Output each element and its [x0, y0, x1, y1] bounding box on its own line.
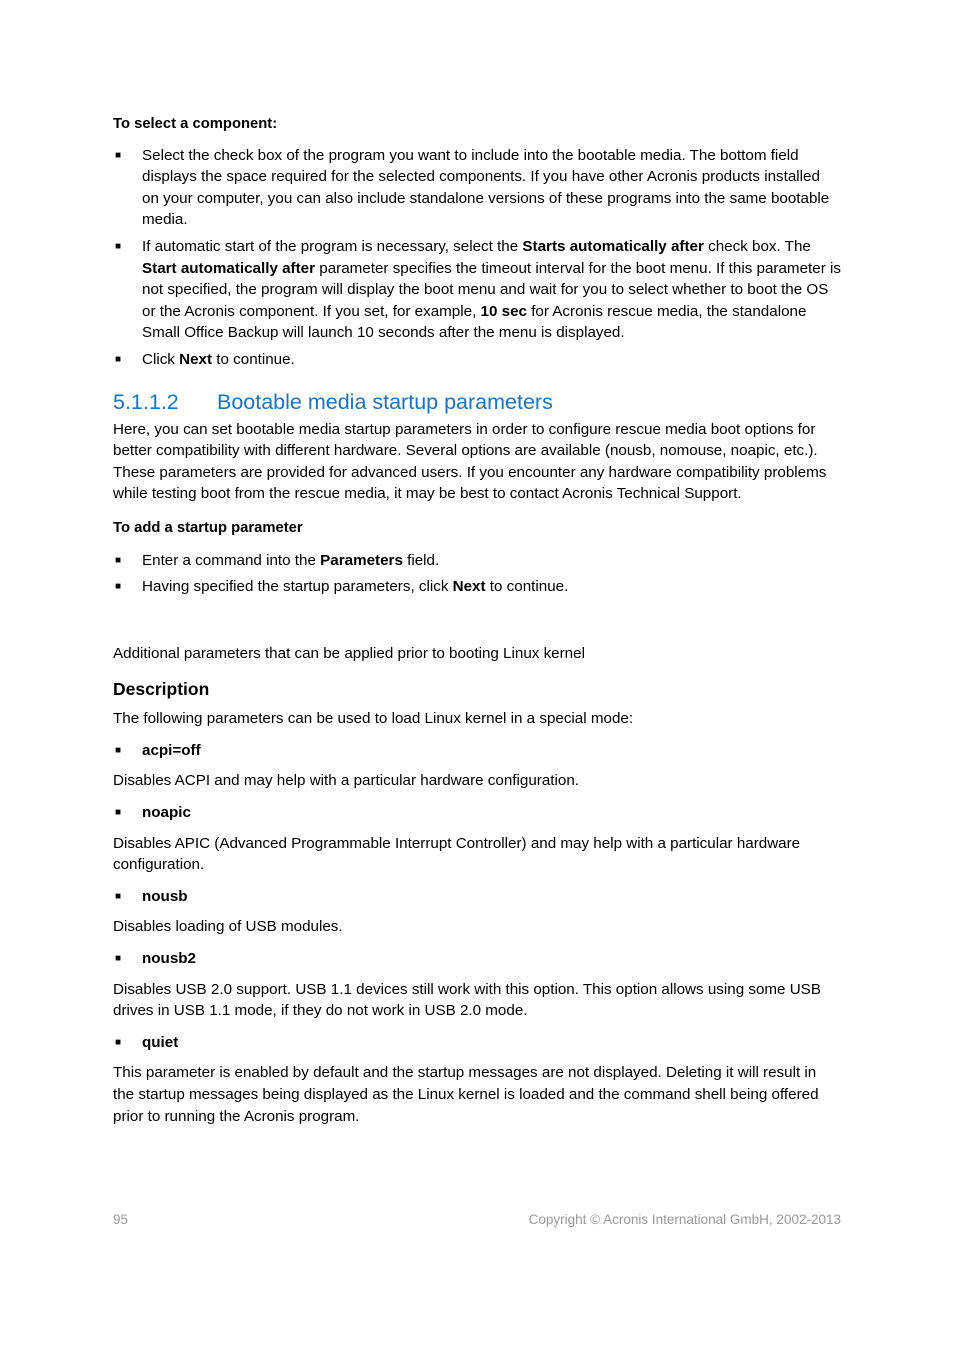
- additional-parameters-text: Additional parameters that can be applied prior to booting Linux kernel: [113, 644, 585, 662]
- section-heading: [113, 388, 841, 416]
- copyright-text: Copyright © Acronis International GmbH, 2002-2013: [528, 1212, 841, 1227]
- param-noapic: [113, 802, 841, 824]
- param-nousb: [113, 886, 841, 908]
- param-description: Disables ACPI and may help with a particular hardware configuration.: [113, 772, 579, 790]
- param-name: ■ acpi=off: [113, 740, 841, 762]
- bullet-icon: ■: [115, 953, 122, 965]
- param-name: ■ nousb2: [113, 948, 841, 970]
- procedure-heading-add-parameter: To add a startup parameter: [113, 519, 303, 536]
- list-item: ■ Click Next to continue.: [113, 349, 841, 371]
- param-nousb2: [113, 948, 841, 970]
- bullet-icon: ■: [115, 890, 122, 902]
- param-quiet: [113, 1032, 841, 1054]
- section-number: 5.1.1.2: [113, 389, 179, 414]
- bullet-list-select-component: [113, 145, 841, 371]
- bullet-icon: ■: [115, 240, 122, 252]
- list-item: ■ Select the check box of the program you want to include into the bootable media. The bottom field displays the space required for the selected components. If you have other Acronis products installed on your computer, you can also include standalone versions of these programs into the same bootable media.: [115, 146, 830, 229]
- param-description: Disables USB 2.0 support. USB 1.1 devices still work with this option. This option allows using some USB drives in USB 1.1 mode, if they do not work in USB 2.0 mode.: [113, 980, 821, 1020]
- bullet-list-add-parameter: [113, 550, 841, 598]
- page-content: [113, 114, 841, 1127]
- bullet-icon: ■: [115, 581, 122, 593]
- section-title: Bootable media startup parameters: [217, 389, 553, 414]
- param-acpi-off: [113, 740, 841, 762]
- param-name: ■ nousb: [113, 886, 841, 908]
- bullet-icon: ■: [115, 1036, 122, 1048]
- param-description: Disables loading of USB modules.: [113, 918, 343, 936]
- list-item: ■ Having specified the startup parameters, click Next to continue.: [113, 576, 841, 598]
- bullet-icon: ■: [115, 353, 122, 365]
- list-item: ■ Enter a command into the Parameters field.: [113, 550, 841, 572]
- description-lead: The following parameters can be used to load Linux kernel in a special mode:: [113, 710, 634, 728]
- param-name: ■ quiet: [113, 1032, 841, 1054]
- page-number: 95: [113, 1212, 129, 1227]
- bullet-icon: ■: [115, 807, 122, 819]
- bullet-icon: ■: [115, 149, 122, 161]
- list-item: ■ If automatic start of the program is necessary, select the Starts automatically after check box. The Start automatically after parameter specifies the timeout interval for the boot menu. If this parameter is not specified, the program will display the boot menu and wait for you to select whether to boot the OS or the Acronis component. If you set, for example, 10 sec for Acronis rescue media, the standalone Small Office Backup will launch 10 seconds after the menu is displayed.: [115, 237, 841, 342]
- procedure-heading-select-component: To select a component:: [113, 116, 278, 132]
- param-description: This parameter is enabled by default and the startup messages are not displayed. Deleting it will result in the startup messages being displayed as the Linux kernel is loaded and the command shell being offered prior to running the Acronis program.: [113, 1064, 819, 1125]
- section-intro: Here, you can set bootable media startup parameters in order to configure rescue media boot options for better compatibility with different hardware. Several options are available (nousb, nomouse, noapic, etc.). These parameters are provided for advanced users. If you encounter any hardware compatibility problems while testing boot from the rescue media, it may be best to contact Acronis Technical Support.: [113, 420, 827, 503]
- bullet-icon: ■: [115, 554, 122, 566]
- param-description: Disables APIC (Advanced Programmable Interrupt Controller) and may help with a particular hardware configuration.: [113, 834, 801, 874]
- bullet-icon: ■: [115, 744, 122, 756]
- param-name: ■ noapic: [113, 802, 841, 824]
- description-heading: Description: [113, 679, 210, 700]
